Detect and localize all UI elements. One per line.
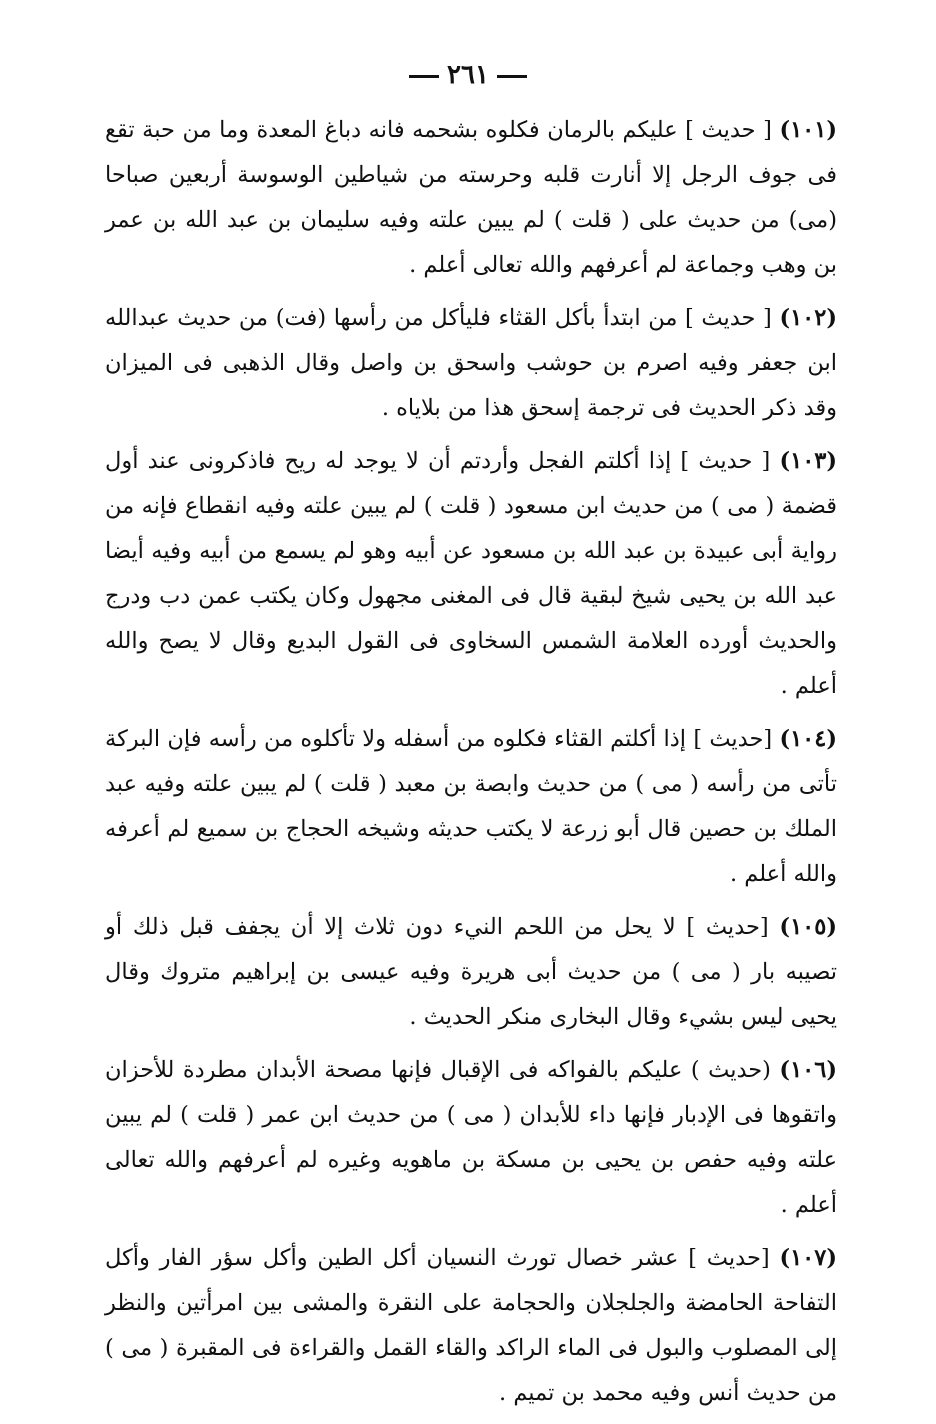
hadith-entry-104: [105, 717, 837, 897]
hadith-text: إذا أكلتم القثاء فكلوه من أسفله ولا تأكلوه من رأسه فإن البركة تأتى من رأسه ( مى ) من حديث وابصة بن معبد ( قلت ) لم يبين علته وفيه عبد الملك بن حصين قال أبو زرعة لا يكتب حديثه وشيخه الحجاج بن سميع لم أعرفه والله أعلم .: [105, 726, 837, 887]
hadith-label: [ حديث ]: [680, 448, 771, 474]
hadith-text: من ابتدأ بأكل القثاء فليأكل من رأسها (فت) من حديث عبدالله ابن جعفر وفيه اصرم بن حوشب واسحق بن واصل وقال الذهبى فى الميزان وقد ذكر الحديث فى ترجمة إسحق هذا من بلاياه .: [105, 305, 837, 421]
page-number-dash-left: [409, 75, 439, 78]
hadith-text: عليكم بالرمان فكلوه بشحمه فانه دباغ المعدة وما من حبة تقع فى جوف الرجل إلا أنارت قلبه وحرسته من شياطين الوسوسة أربعين صباحا (مى) من حديث على ( قلت ) لم يبين علته وفيه سليمان بن عبد الله بن عمر بن وهب وجماعة لم أعرفهم والله تعالى أعلم .: [105, 117, 837, 278]
hadith-entry-105: [105, 905, 837, 1040]
hadith-number: (١٠٦): [779, 1057, 837, 1083]
hadith-entry-106: [105, 1048, 837, 1228]
hadith-number: (١٠٥): [779, 914, 837, 940]
hadith-number: (١٠٧): [779, 1245, 838, 1271]
hadith-text: إذا أكلتم الفجل وأردتم أن لا يوجد له ريح فاذكرونى عند أول قضمة ( مى ) من حديث ابن مسعود ( قلت ) لم يبين علته وفيه انقطاع فإنه من رواية أبى عبيدة بن عبد الله بن مسعود عن أبيه وهو لم يسمع من أبيه وفيه أيضا عبد الله بن يحيى شيخ لبقية قال فى المغنى مجهول وكان يكتب عمن دب ودرج والحديث أورده العلامة الشمس السخاوى فى القول البديع وقال لا يصح والله أعلم .: [105, 448, 837, 699]
hadith-entry-107: [105, 1236, 837, 1416]
hadith-number: (١٠١): [779, 117, 838, 143]
hadith-number: (١٠٤): [779, 726, 838, 752]
hadith-number: (١٠٣): [779, 448, 838, 474]
hadith-text: عليكم بالفواكه فى الإقبال فإنها مصحة الأبدان مطردة للأحزان واتقوها فى الإدبار فإنها داء للأبدان ( مى ) من حديث ابن عمر ( قلت ) لم يبين علته وفيه حفص بن يحيى بن مسكة بن ماهويه وغيره لم أعرفهم والله تعالى أعلم .: [105, 1057, 837, 1218]
page-number-text: ٢٦١: [447, 60, 489, 90]
hadith-list: [105, 108, 837, 1424]
hadith-entry-102: [105, 296, 837, 431]
hadith-label: [حديث ]: [686, 914, 769, 940]
hadith-label: [ حديث ]: [685, 305, 772, 331]
hadith-entry-101: [105, 108, 837, 288]
hadith-entry-103: [105, 439, 837, 709]
page-number: [0, 60, 936, 90]
hadith-text: عشر خصال تورث النسيان أكل الطين وأكل سؤر الفار وأكل التفاحة الحامضة والجلجلان والحجامة على النقرة والمشى بين امرأتين والنظر إلى المصلوب والبول فى الماء الراكد والقاء القمل والقراءة فى المقبرة ( مى ) من حديث أنس وفيه محمد بن تميم .: [105, 1245, 837, 1406]
hadith-label: [حديث ]: [693, 726, 773, 752]
hadith-number: (١٠٢): [779, 305, 838, 331]
hadith-text: لا يحل من اللحم النيء دون ثلاث إلا أن يجفف قبل ذلك أو تصيبه بار ( مى ) من حديث أبى هريرة وفيه عيسى بن إبراهيم متروك وقال يحيى ليس بشيء وقال البخارى منكر الحديث .: [105, 914, 837, 1030]
hadith-label: (حديث ): [690, 1057, 771, 1083]
hadith-label: [حديث ]: [688, 1245, 770, 1271]
hadith-label: [ حديث ]: [685, 117, 772, 143]
page-number-dash-right: [497, 75, 527, 78]
